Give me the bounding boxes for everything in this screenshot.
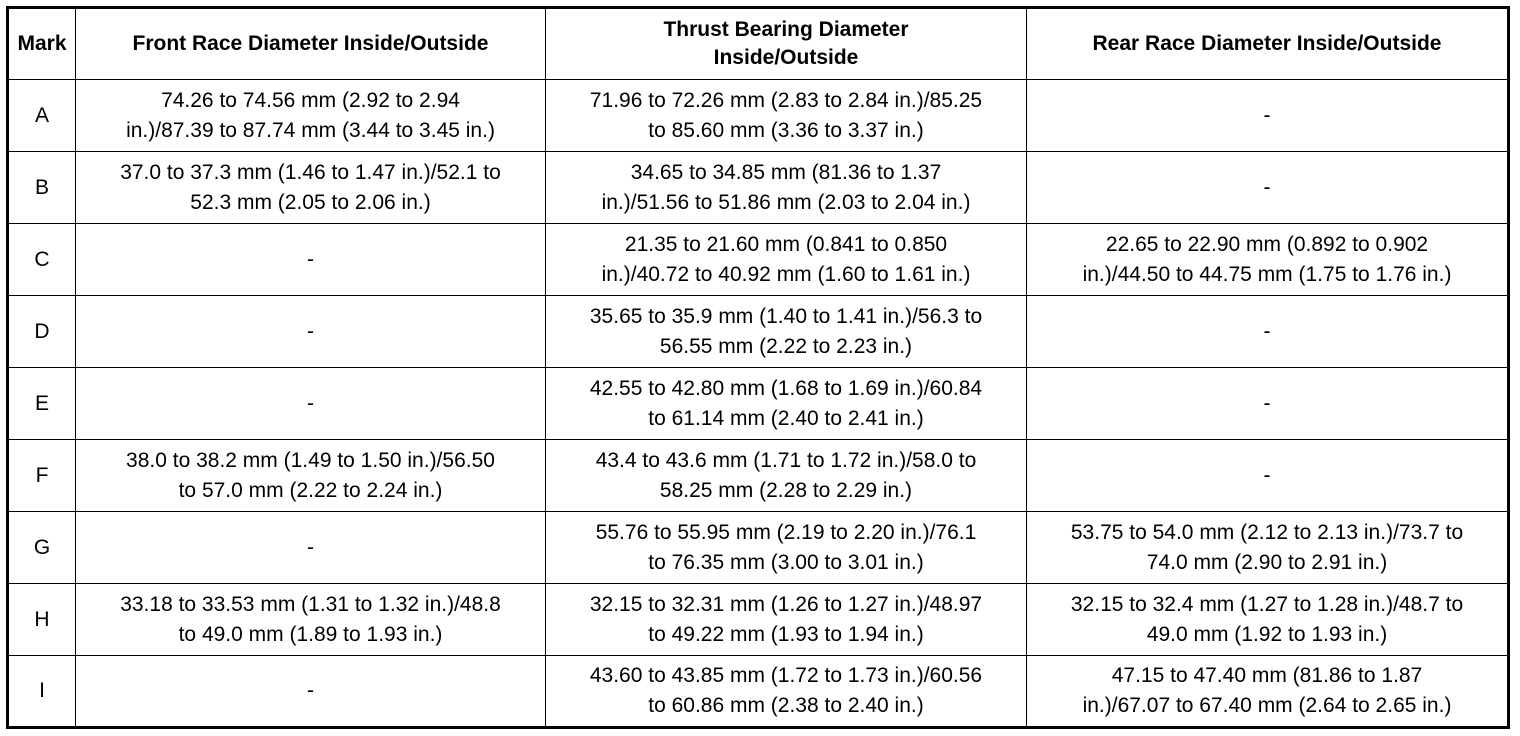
cell-text-line: in.)/44.50 to 44.75 mm (1.75 to 1.76 in.) (1082, 262, 1452, 286)
cell-text-line: in.)/87.39 to 87.74 mm (3.44 to 3.45 in.) (126, 118, 495, 142)
cell-text-line: in.)/67.07 to 67.40 mm (2.64 to 2.65 in.) (1082, 694, 1452, 717)
cell-text-line: to 60.86 mm (2.38 to 2.40 in.) (648, 694, 924, 717)
mark-cell: G (8, 512, 76, 584)
cell-text-line: 34.65 to 34.85 mm (81.36 to 1.37 (630, 160, 942, 184)
cell-text-line: to 57.0 mm (2.22 to 2.24 in.) (178, 478, 443, 502)
rear-diameter-cell (1027, 656, 1509, 728)
cell-text-line: - (307, 391, 314, 415)
rear-diameter-cell (1027, 80, 1509, 152)
cell-text-line: to 49.22 mm (1.93 to 1.94 in.) (648, 622, 924, 646)
front-diameter-cell (76, 80, 546, 152)
mark-cell: A (8, 80, 76, 152)
table-row (8, 656, 1509, 728)
rear-diameter-cell (1027, 296, 1509, 368)
front-diameter-cell (76, 584, 546, 656)
cell-text-line: 74.26 to 74.56 mm (2.92 to 2.94 (161, 88, 460, 112)
front-diameter-cell (76, 368, 546, 440)
mark-cell: F (8, 440, 76, 512)
thrust-diameter-cell (546, 512, 1027, 584)
table-body (8, 80, 1509, 728)
mark-cell: I (8, 656, 76, 728)
table-row (8, 224, 1509, 296)
cell-text-line: 21.35 to 21.60 mm (0.841 to 0.850 (624, 232, 948, 256)
header-thrust-line-2: Inside/Outside (713, 46, 859, 69)
table-row (8, 152, 1509, 224)
cell-text-line: to 85.60 mm (3.36 to 3.37 in.) (648, 118, 924, 142)
cell-text-line: 43.4 to 43.6 mm (1.71 to 1.72 in.)/58.0 to (595, 448, 977, 472)
header-rear-race: Rear Race Diameter Inside/Outside (1027, 8, 1509, 80)
cell-text-line: - (1263, 463, 1271, 487)
rear-diameter-cell (1027, 368, 1509, 440)
cell-text-line: 49.0 mm (1.92 to 1.93 in.) (1146, 622, 1388, 646)
cell-text-line: 37.0 to 37.3 mm (1.46 to 1.47 in.)/52.1 to (120, 160, 501, 184)
front-diameter-cell (76, 296, 546, 368)
thrust-diameter-cell (546, 296, 1027, 368)
rear-diameter-cell (1027, 224, 1509, 296)
table-row (8, 368, 1509, 440)
front-diameter-cell (76, 440, 546, 512)
thrust-diameter-cell (546, 584, 1027, 656)
table-row (8, 584, 1509, 656)
cell-text-line: 32.15 to 32.4 mm (1.27 to 1.28 in.)/48.7 to (1070, 592, 1464, 616)
cell-text-line: - (1263, 391, 1271, 415)
table-row (8, 80, 1509, 152)
cell-text-line: 56.55 mm (2.22 to 2.23 in.) (659, 334, 913, 358)
cell-text-line: 43.60 to 43.85 mm (1.72 to 1.73 in.)/60.56 (589, 664, 983, 687)
thrust-diameter-cell (546, 656, 1027, 728)
table-row (8, 296, 1509, 368)
cell-text-line: - (307, 679, 314, 702)
cell-text-line: 33.18 to 33.53 mm (1.31 to 1.32 in.)/48.8 (120, 592, 501, 616)
rear-diameter-cell (1027, 440, 1509, 512)
cell-text-line: 42.55 to 42.80 mm (1.68 to 1.69 in.)/60.84 (589, 376, 983, 400)
mark-cell: C (8, 224, 76, 296)
header-mark: Mark (8, 8, 76, 80)
thrust-diameter-cell (546, 224, 1027, 296)
cell-text-line: in.)/40.72 to 40.92 mm (1.60 to 1.61 in.) (601, 262, 971, 286)
cell-text-line: 32.15 to 32.31 mm (1.26 to 1.27 in.)/48.97 (589, 592, 983, 616)
header-thrust-bearing (546, 8, 1027, 80)
cell-text-line: 58.25 mm (2.28 to 2.29 in.) (659, 478, 913, 502)
cell-text-line: 22.65 to 22.90 mm (0.892 to 0.902 (1105, 232, 1429, 256)
cell-text-line: to 61.14 mm (2.40 to 2.41 in.) (648, 406, 924, 430)
front-diameter-cell (76, 152, 546, 224)
cell-text-line: 38.0 to 38.2 mm (1.49 to 1.50 in.)/56.50 (126, 448, 495, 472)
cell-text-line: - (1263, 319, 1271, 343)
thrust-diameter-cell (546, 440, 1027, 512)
cell-text-line: - (307, 247, 314, 271)
mark-cell: E (8, 368, 76, 440)
front-diameter-cell (76, 224, 546, 296)
cell-text-line: - (307, 319, 314, 343)
cell-text-line: - (307, 535, 314, 559)
rear-diameter-cell (1027, 512, 1509, 584)
cell-text-line: - (1263, 103, 1271, 127)
cell-text-line: 53.75 to 54.0 mm (2.12 to 2.13 in.)/73.7 to (1070, 520, 1464, 544)
cell-text-line: in.)/51.56 to 51.86 mm (2.03 to 2.04 in.) (601, 190, 971, 214)
cell-text-line: to 76.35 mm (3.00 to 3.01 in.) (648, 550, 924, 574)
thrust-diameter-cell (546, 368, 1027, 440)
cell-text-line: 35.65 to 35.9 mm (1.40 to 1.41 in.)/56.3 to (589, 304, 983, 328)
header-front-race: Front Race Diameter Inside/Outside (76, 8, 546, 80)
mark-cell: D (8, 296, 76, 368)
cell-text-line: - (1263, 175, 1271, 199)
table-row (8, 440, 1509, 512)
front-diameter-cell (76, 512, 546, 584)
rear-diameter-cell (1027, 152, 1509, 224)
table-header-row (8, 8, 1509, 80)
cell-text-line: to 49.0 mm (1.89 to 1.93 in.) (178, 622, 443, 646)
cell-text-line: 52.3 mm (2.05 to 2.06 in.) (190, 190, 431, 214)
race-diameter-table (6, 6, 1510, 729)
header-thrust-line-1: Thrust Bearing Diameter (663, 18, 909, 41)
front-diameter-cell (76, 656, 546, 728)
cell-text-line: 74.0 mm (2.90 to 2.91 in.) (1146, 550, 1388, 574)
thrust-diameter-cell (546, 152, 1027, 224)
cell-text-line: 55.76 to 55.95 mm (2.19 to 2.20 in.)/76.1 (595, 520, 977, 544)
thrust-diameter-cell (546, 80, 1027, 152)
cell-text-line: 71.96 to 72.26 mm (2.83 to 2.84 in.)/85.25 (589, 88, 983, 112)
mark-cell: H (8, 584, 76, 656)
table-row (8, 512, 1509, 584)
cell-text-line: 47.15 to 47.40 mm (81.86 to 1.87 (1111, 664, 1423, 687)
mark-cell: B (8, 152, 76, 224)
rear-diameter-cell (1027, 584, 1509, 656)
